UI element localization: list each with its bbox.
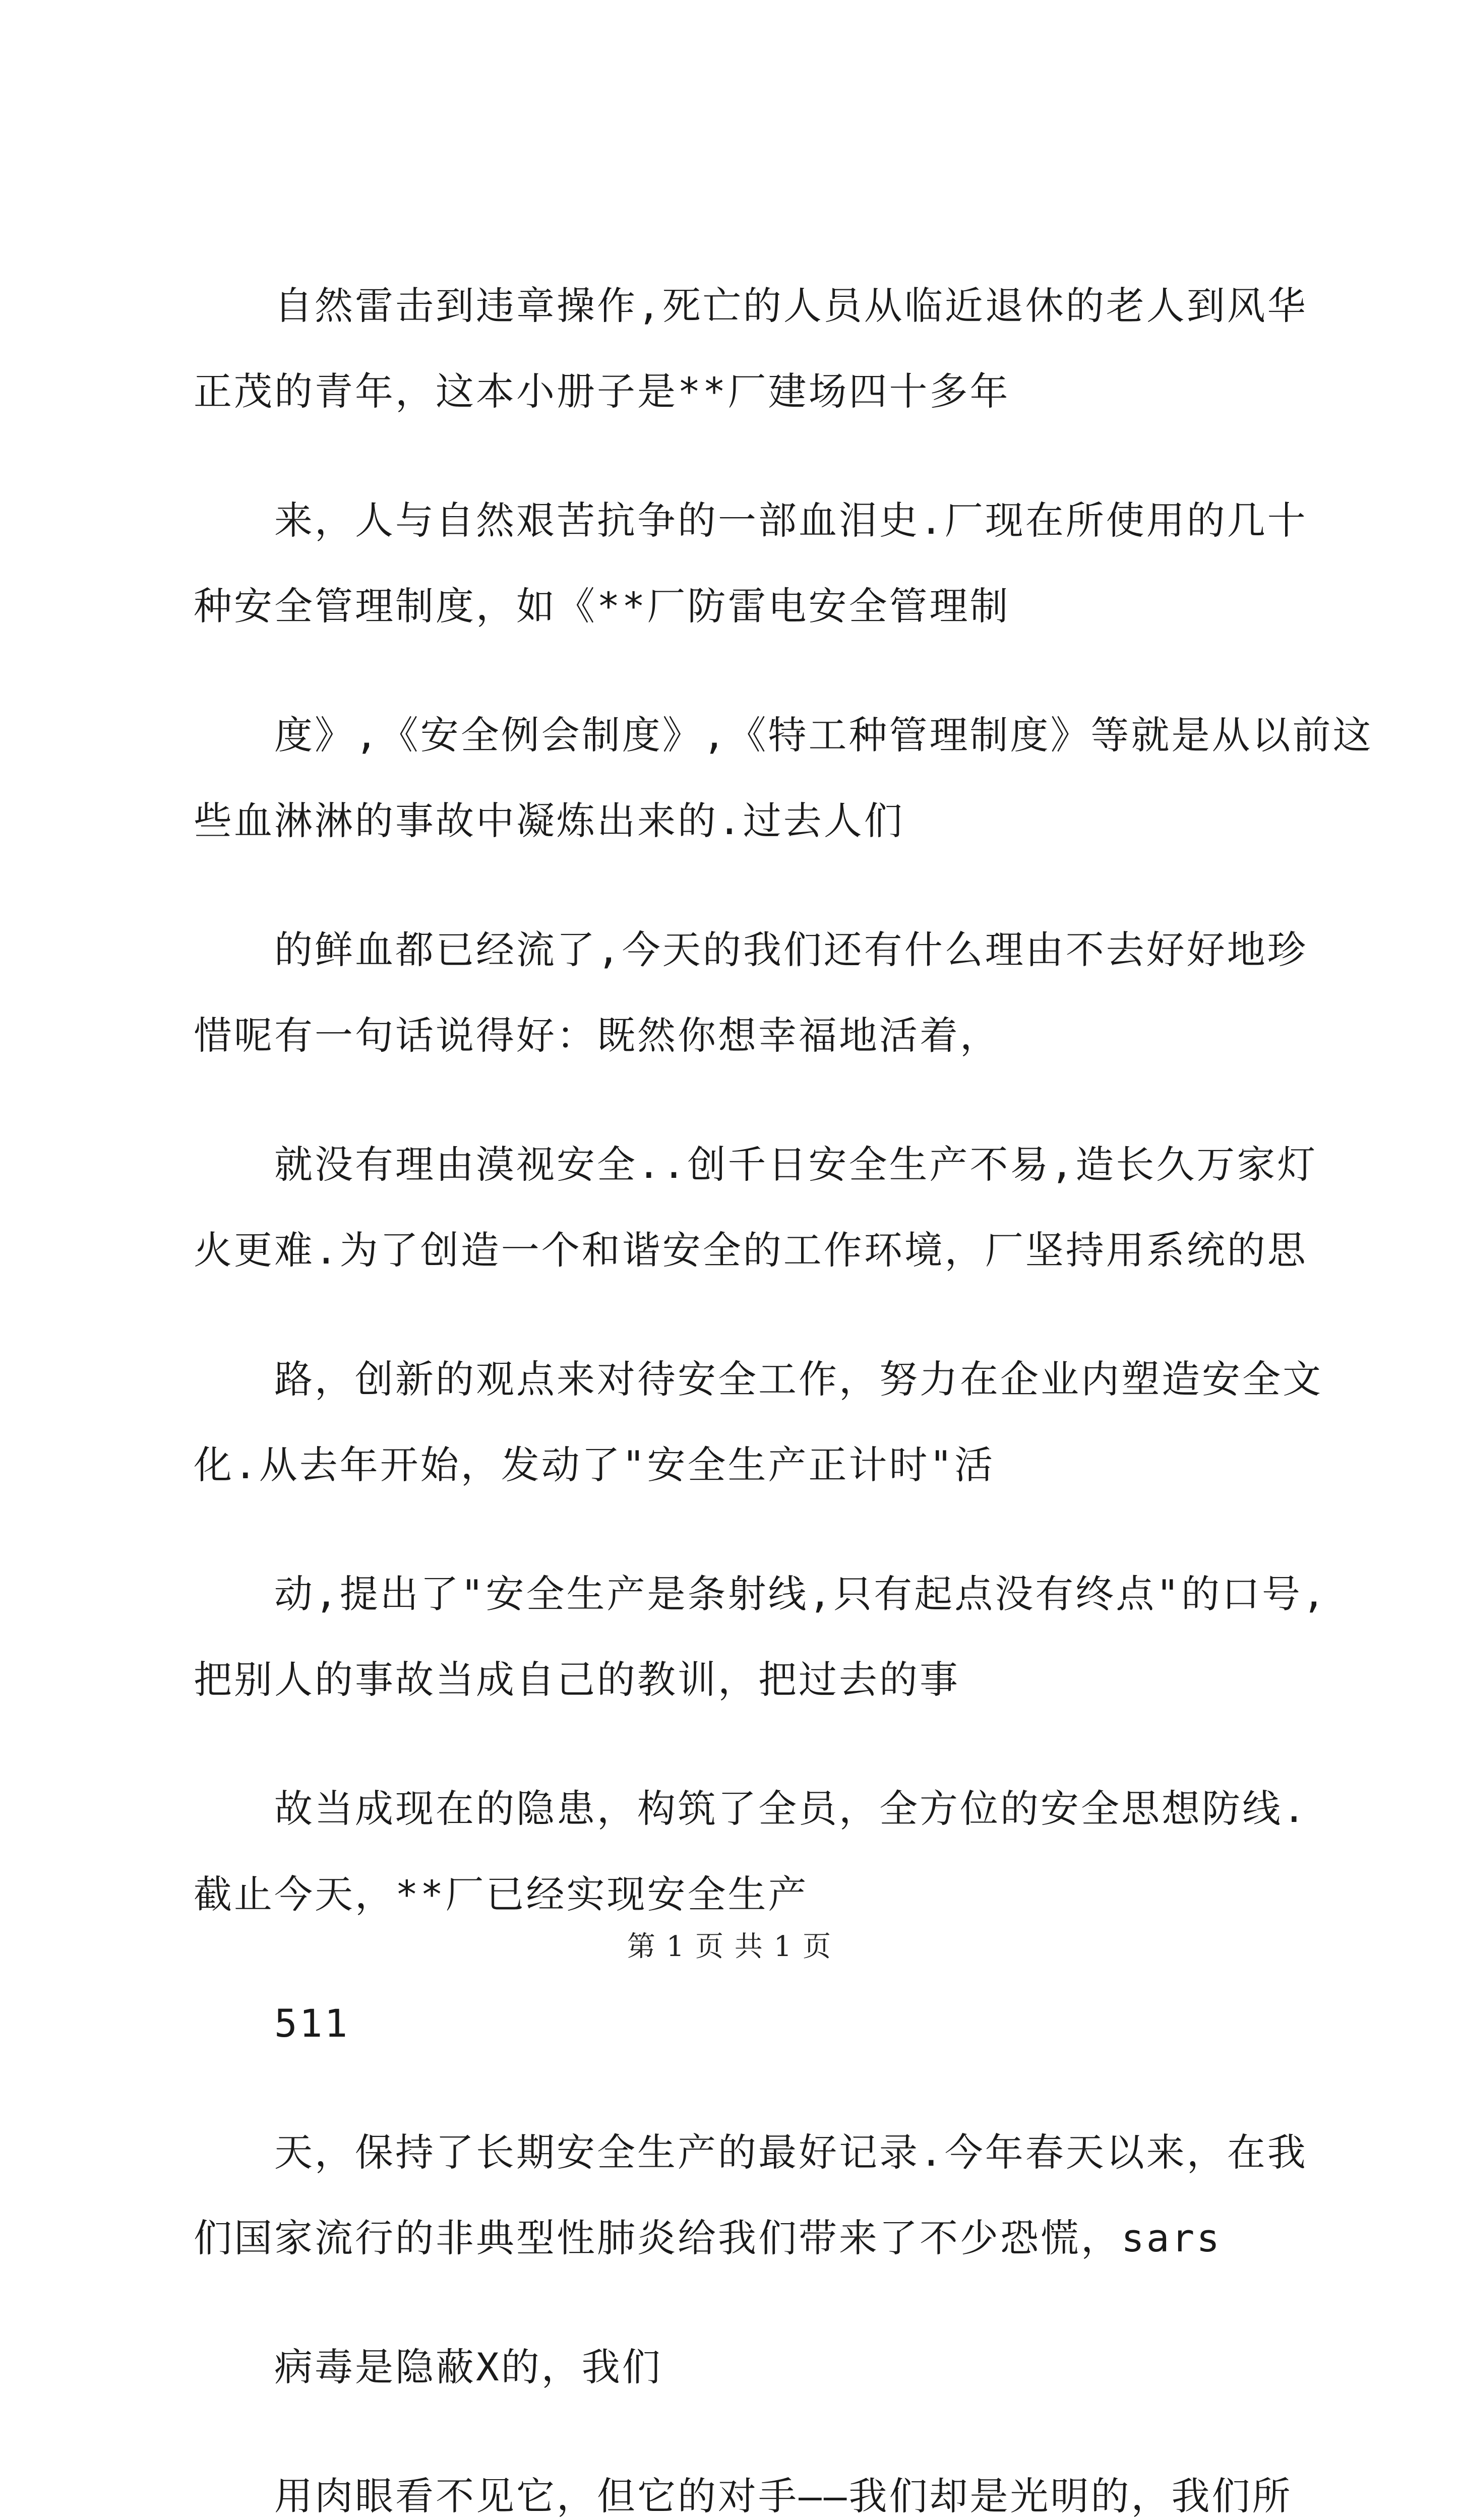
paragraph-11-line-1: 病毒是隐蔽X的，我们 xyxy=(274,2345,662,2389)
page-footer: 第 1 页 共 1 页 xyxy=(627,1930,832,1963)
paragraph-2-line-2: 种安全管理制度，如《**厂防雷电安全管理制 xyxy=(194,584,1010,628)
paragraph-8 xyxy=(194,1766,1308,1937)
paragraph-9-line-1: 511 xyxy=(274,2001,350,2046)
paragraph-12-line-1: 用肉眼看不见它，但它的对手——我们却是光明的，我们所 xyxy=(274,2474,1293,2518)
paragraph-11 xyxy=(194,2324,1272,2410)
paragraph-4-line-2: 惜呢有一句话说得好：既然你想幸福地活着， xyxy=(194,1013,1000,1058)
paragraph-2 xyxy=(194,478,1308,649)
paragraph-9 xyxy=(194,1981,1272,2066)
paragraph-8-line-2: 截止今天，**厂已经实现安全生产 xyxy=(194,1872,809,1917)
paragraph-2-line-1: 来，人与自然艰苦抗争的一部血泪史.厂现在所使用的几十 xyxy=(274,498,1308,543)
paragraph-7 xyxy=(194,1551,1327,1723)
paragraph-7-line-2: 把别人的事故当成自己的教训，把过去的事 xyxy=(194,1657,960,1702)
paragraph-3-line-1: 度》,《安全例会制度》,《特工种管理制度》等就是从以前这 xyxy=(274,713,1373,758)
paragraph-8-line-1: 故当成现在的隐患，构筑了全员，全方位的安全思想防线. xyxy=(274,1786,1308,1831)
paragraph-5-line-2: 火更难.为了创造一个和谐安全的工作环境，厂坚持用系统的思 xyxy=(194,1228,1308,1273)
paragraph-4-line-1: 的鲜血都已经流了,今天的我们还有什么理由不去好好地珍 xyxy=(274,927,1308,972)
document-body xyxy=(194,263,1373,2520)
paragraph-1-line-2: 正茂的青年，这本小册子是**厂建场四十多年 xyxy=(194,369,1010,414)
paragraph-10 xyxy=(194,2110,1308,2281)
paragraph-1 xyxy=(194,263,1308,434)
paragraph-6-line-1: 路，创新的观点来对待安全工作，努力在企业内塑造安全文 xyxy=(274,1357,1323,1402)
paragraph-7-line-1: 动,提出了"安全生产是条射线,只有起点没有终点"的口号, xyxy=(274,1571,1327,1616)
paragraph-1-line-1: 自然雷击到违章操作,死亡的人员从临近退休的老人到风华 xyxy=(274,283,1308,328)
paragraph-6-line-2: 化.从去年开始，发动了"安全生产正计时"活 xyxy=(194,1442,995,1487)
paragraph-6 xyxy=(194,1337,1323,1508)
paragraph-5-line-1: 就没有理由漠视安全..创千日安全生产不易,造长久万家灯 xyxy=(274,1142,1318,1187)
paragraph-3-line-2: 些血淋淋的事故中凝炼出来的.过去人们 xyxy=(194,798,904,843)
paragraph-12 xyxy=(194,2453,1293,2520)
paragraph-10-line-2: 们国家流行的非典型性肺炎给我们带来了不少恐慌，sars xyxy=(194,2216,1222,2260)
paragraph-10-line-1: 天，保持了长期安全生产的最好记录.今年春天以来，在我 xyxy=(274,2130,1308,2175)
paragraph-4 xyxy=(194,907,1308,1079)
paragraph-5 xyxy=(194,1122,1318,1293)
paragraph-3 xyxy=(194,692,1373,864)
